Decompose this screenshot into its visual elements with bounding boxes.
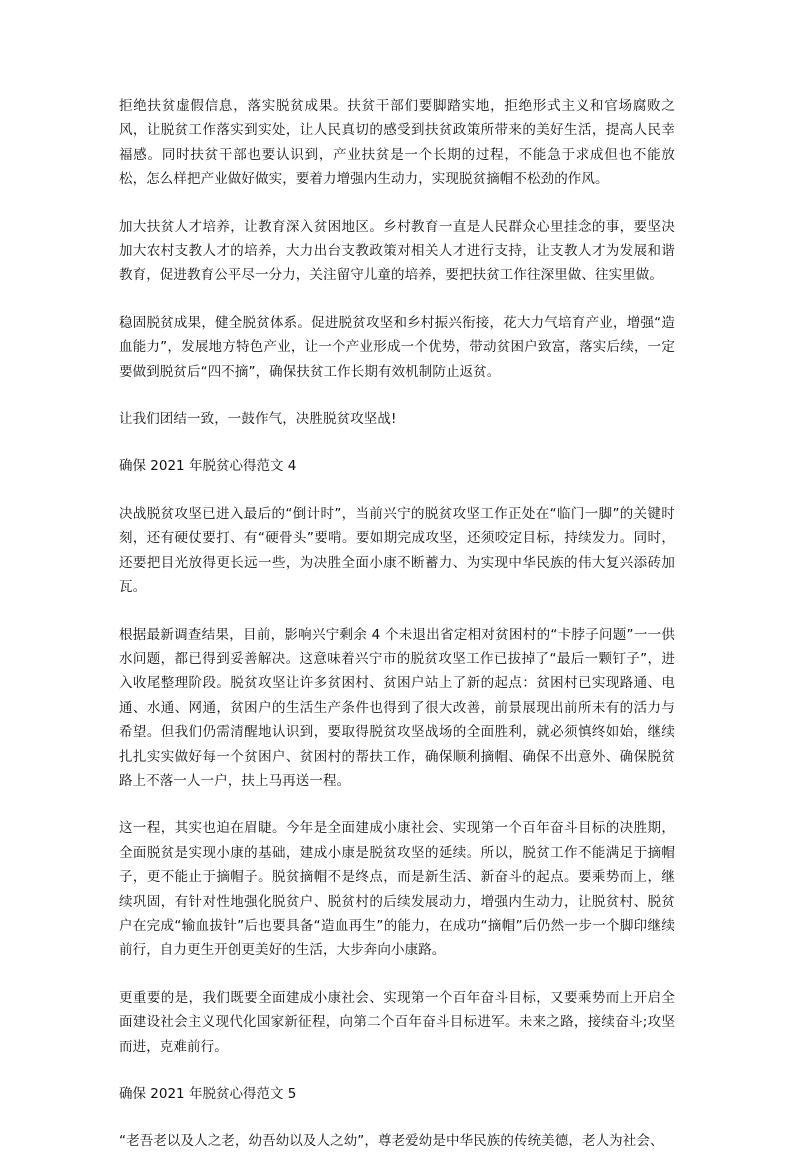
paragraph: 拒绝扶贫虚假信息，落实脱贫成果。扶贫干部们要脚踏实地，拒绝形式主义和官场腐败之风，让脱贫工作落实到实处，让人民真切的感受到扶贫政策所带来的美好生活，提高人民幸福感。同时扶贫干部也要认识到，产业扶贫是一个长期的过程，不能急于求成但也不能放松，怎么样把产业做好做实，要着力增强内生动力，实现脱贫摘帽不松劲的作风。	[119, 98, 675, 188]
paragraph: 让我们团结一致，一鼓作气，决胜脱贫攻坚战!	[119, 411, 397, 428]
paragraph: “老吾老以及人之老，幼吾幼以及人之幼”，尊老爱幼是中华民族的传统美德，老人为社会、	[119, 1133, 664, 1150]
paragraph: 稳固脱贫成果，健全脱贫体系。促进脱贫攻坚和乡村振兴衔接，花大力气培育产业，增强“造血能力”，发展地方特色产业，让一个产业形成一个优势，带动贫困户致富，落实后续，一定要做到脱贫后“四不摘”，确保扶贫工作长期有效机制防止返贫。	[119, 314, 675, 380]
paragraph: 加大扶贫人才培养，让教育深入贫困地区。乡村教育一直是人民群众心里挂念的事，要坚决加大农村支教人才的培养，大力出台支教政策对相关人才进行支持，让支教人才为发展和谐教育，促进教育公平尽一分力，关注留守儿童的培养，要把扶贫工作往深里做、往实里做。	[119, 218, 675, 284]
section-heading: 确保 2021 年脱贫心得范文 5	[119, 1086, 297, 1102]
paragraph: 根据最新调查结果，目前，影响兴宁剩余 4 个未退出省定相对贫困村的“卡脖子问题”一一供水问题，都已得到妥善解决。这意味着兴宁市的脱贫攻坚工作已拔掉了“最后一颗钉子”，进入收尾整理阶段。脱贫攻坚让许多贫困村、贫困户站上了新的起点：贫困村已实现路通、电通、水通、网通，贫困户的生活生产条件也得到了很大改善，前景展现出前所未有的活力与希望。但我们仍需清醒地认识到，要取得脱贫攻坚战场的全面胜利，就必须慎终如始，继续扎扎实实做好每一个贫困户、贫困村的帮扶工作，确保顺利摘帽、确保不出意外、确保脱贫路上不落一人一户，扶上马再送一程。	[119, 626, 675, 789]
section-heading: 确保 2021 年脱贫心得范文 4	[119, 458, 297, 475]
paragraph: 这一程，其实也迫在眉睫。今年是全面建成小康社会、实现第一个百年奋斗目标的决胜期，全面脱贫是实现小康的基础，建成小康是脱贫攻坚的延续。所以，脱贫工作不能满足于摘帽子，更不能止于摘帽子。脱贫摘帽不是终点，而是新生活、新奋斗的起点。要乘势而上，继续巩固，有针对性地强化脱贫户、脱贫村的后续发展动力，增强内生动力，让脱贫村、脱贫户在完成“输血拔针”后也要具备“造血再生”的能力，在成功“摘帽”后仍然一步一个脚印继续前行，自力更生开创更美好的生活，大步奔向小康路。	[119, 820, 675, 959]
paragraph: 决战脱贫攻坚已进入最后的“倒计时”，当前兴宁的脱贫攻坚工作正处在“临门一脚”的关键时刻，还有硬仗要打、有“硬骨头”要啃。要如期完成攻坚，还须咬定目标，持续发力。同时，还要把目光放得更长远一些，为决胜全面小康不断蓄力、为实现中华民族的伟大复兴添砖加瓦。	[119, 505, 675, 596]
paragraph: 更重要的是，我们既要全面建成小康社会、实现第一个百年奋斗目标，又要乘势而上开启全面建设社会主义现代化国家新征程，向第二个百年奋斗目标进军。未来之路，接续奋斗;攻坚而进，克难前行。	[119, 989, 675, 1055]
